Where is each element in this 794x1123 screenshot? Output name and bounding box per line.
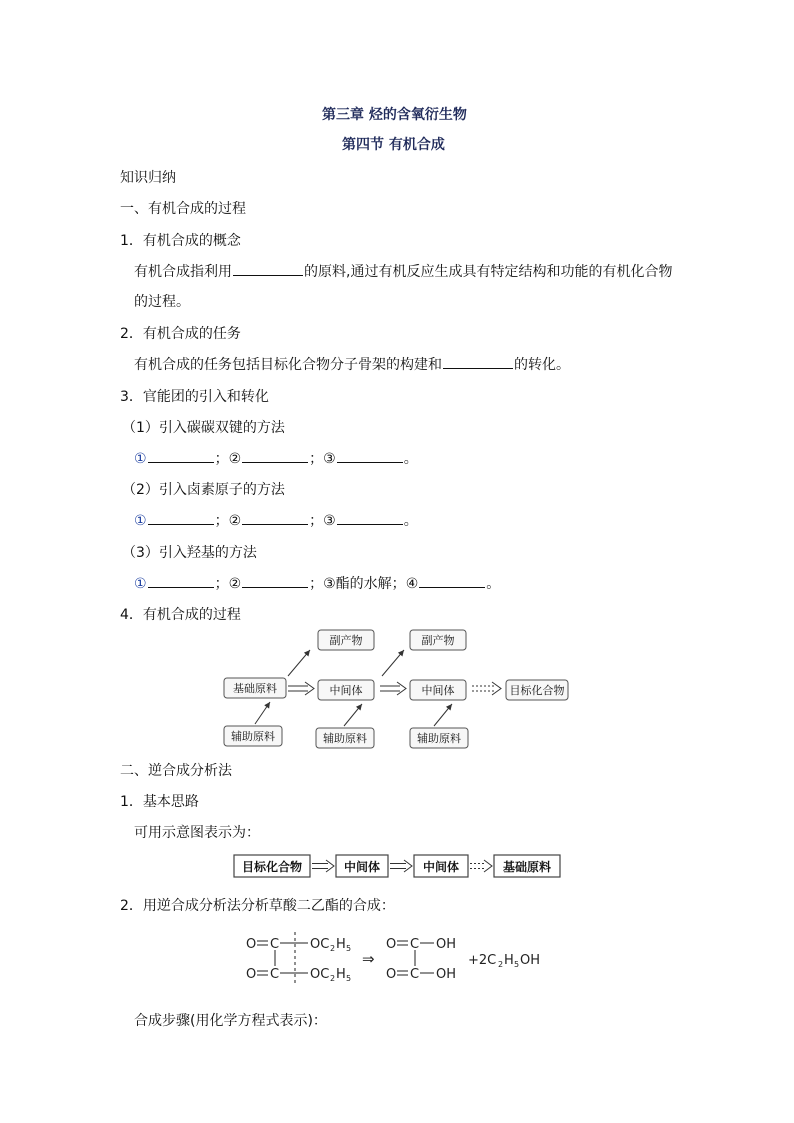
sub2-blanks <box>134 510 418 530</box>
sep: ； <box>214 451 229 467</box>
circled-2: ② <box>228 576 242 592</box>
knowledge-heading: 知识归纳 <box>120 170 176 186</box>
right-top-double-bond <box>397 941 408 945</box>
label-byproduct-1: 副产物 <box>329 634 363 647</box>
synthesis-process-diagram <box>210 622 590 754</box>
ester-hydrolysis: ③酯的水解； <box>323 576 406 592</box>
label-byproduct-2: 副产物 <box>421 634 455 647</box>
ethanol-h: H <box>504 953 514 968</box>
right-bottom-c: C <box>410 967 420 982</box>
right-bottom-oh: OH <box>436 967 457 982</box>
double-arrow-1-head <box>305 682 314 695</box>
dotted-arrow-head <box>492 682 501 695</box>
right-bottom-double-bond <box>397 971 408 975</box>
r-label-mid-2: 中间体 <box>422 860 460 874</box>
blank-1-1[interactable] <box>148 450 214 463</box>
left-bottom-double-bond <box>257 971 268 975</box>
section-title: 第四节 有机合成 <box>342 137 445 153</box>
p2-steps: 合成步骤(用化学方程式表示)： <box>134 1013 327 1029</box>
blank-2-3[interactable] <box>337 512 403 525</box>
blank-3-4[interactable] <box>419 575 485 588</box>
s2-text-b: 的转化。 <box>514 357 570 373</box>
left-bottom-sub2: 2 <box>330 974 336 983</box>
circled-4: ④ <box>405 576 419 592</box>
blank-3-2[interactable] <box>242 575 308 588</box>
sep: ； <box>214 513 229 529</box>
blank-2-1[interactable] <box>148 512 214 525</box>
arrow-to-byproduct-1 <box>288 650 310 676</box>
p2-s2-heading: 2．用逆合成分析法分析草酸二乙酯的合成： <box>120 898 395 914</box>
s2-paragraph <box>134 354 570 374</box>
s1-paragraph-line1 <box>134 261 672 281</box>
sep: ； <box>214 576 229 592</box>
s3-heading: 3．官能团的引入和转化 <box>120 389 269 405</box>
double-arrow-1 <box>288 686 308 691</box>
label-mid-2: 中间体 <box>421 684 455 697</box>
left-bottom-h: H <box>336 967 346 982</box>
circled-1: ① <box>134 451 147 467</box>
blank-functional-group[interactable] <box>443 356 513 369</box>
s2-heading: 2．有机合成的任务 <box>120 326 241 342</box>
p2-s1-heading: 1．基本思路 <box>120 794 199 810</box>
ethanol-sub2: 2 <box>498 960 504 969</box>
blank-1-2[interactable] <box>242 450 308 463</box>
part1-heading: 一、有机合成的过程 <box>120 201 246 217</box>
end-mark: 。 <box>403 513 418 529</box>
left-top-c: C <box>270 937 280 952</box>
r-double-arrow-2 <box>390 864 406 869</box>
s1-paragraph-line2: 的过程。 <box>134 294 190 310</box>
arrow-from-aux-3 <box>434 704 452 726</box>
sub3-heading: （3）引入羟基的方法 <box>122 545 257 561</box>
s1-text-b: 的原料,通过有机反应生成具有特定结构和功能的有机化合物 <box>304 264 673 280</box>
right-top-oh: OH <box>436 937 457 952</box>
arrow-from-aux-2 <box>344 704 362 726</box>
r-dotted-arrow-head <box>484 860 492 872</box>
blank-2-2[interactable] <box>242 512 308 525</box>
left-top-double-bond <box>257 941 268 945</box>
left-bottom-sub5: 5 <box>346 974 352 983</box>
blank-1-3[interactable] <box>337 450 403 463</box>
retro-arrow: ⇒ <box>362 950 375 968</box>
sub1-blanks <box>134 448 418 468</box>
left-bottom-oc: OC <box>310 967 330 982</box>
sep: ； <box>309 451 324 467</box>
circled-2: ② <box>228 513 242 529</box>
dotted-arrow <box>472 686 494 691</box>
ethanol-oh: OH <box>520 953 541 968</box>
r-double-arrow-1-head <box>326 860 334 872</box>
left-bottom-o: O <box>246 967 257 982</box>
p2-s1-paragraph: 可用示意图表示为： <box>134 825 260 841</box>
right-bottom-o: O <box>386 967 397 982</box>
circled-1: ① <box>134 576 147 592</box>
left-top-o: O <box>246 937 257 952</box>
blank-3-1[interactable] <box>148 575 214 588</box>
ethanol-plus: +2C <box>468 953 497 968</box>
left-top-oc: OC <box>310 937 330 952</box>
r-label-mid-1: 中间体 <box>343 860 381 874</box>
chapter-title: 第三章 烃的含氧衍生物 <box>322 107 467 123</box>
s2-text-a: 有机合成的任务包括目标化合物分子骨架的构建和 <box>134 357 442 373</box>
r-double-arrow-2-head <box>404 860 412 872</box>
label-base: 基础原料 <box>233 682 277 695</box>
r-label-target: 目标化合物 <box>241 860 303 874</box>
arrow-to-byproduct-2 <box>382 650 404 676</box>
double-arrow-2-head <box>397 682 406 695</box>
left-top-sub2: 2 <box>330 944 336 953</box>
sub3-blanks <box>134 573 500 593</box>
left-top-sub5: 5 <box>346 944 352 953</box>
r-label-base: 基础原料 <box>502 860 552 874</box>
label-target: 目标化合物 <box>509 684 565 697</box>
left-bottom-c: C <box>270 967 280 982</box>
label-mid-1: 中间体 <box>329 684 363 697</box>
circled-3: ③ <box>323 513 336 529</box>
label-aux-2: 辅助原料 <box>323 732 367 745</box>
sub1-heading: （1）引入碳碳双键的方法 <box>122 420 285 436</box>
sub2-heading: （2）引入卤素原子的方法 <box>122 482 285 498</box>
r-dotted-arrow <box>470 864 486 869</box>
s4-heading: 4．有机合成的过程 <box>120 607 241 623</box>
label-aux-1: 辅助原料 <box>231 730 275 743</box>
circled-2: ② <box>228 451 242 467</box>
circled-1: ① <box>134 513 147 529</box>
arrow-from-aux-1 <box>255 702 270 724</box>
end-mark: 。 <box>486 576 501 592</box>
part2-heading: 二、逆合成分析法 <box>120 763 232 779</box>
right-top-c: C <box>410 937 420 952</box>
retrosynthesis-diagram <box>230 852 564 882</box>
double-arrow-2 <box>380 686 400 691</box>
s1-heading: 1．有机合成的概念 <box>120 233 241 249</box>
s1-text-a: 有机合成指利用 <box>134 264 232 280</box>
ethanol-sub5: 5 <box>514 960 520 969</box>
label-aux-3: 辅助原料 <box>417 732 461 745</box>
circled-3: ③ <box>323 451 336 467</box>
left-top-h: H <box>336 937 346 952</box>
blank-raw-material[interactable] <box>233 263 303 276</box>
end-mark: 。 <box>403 451 418 467</box>
right-top-o: O <box>386 937 397 952</box>
sep: ； <box>309 576 324 592</box>
diethyl-oxalate-retrosynthesis <box>240 928 560 988</box>
r-double-arrow-1 <box>312 864 328 869</box>
sep: ； <box>309 513 324 529</box>
